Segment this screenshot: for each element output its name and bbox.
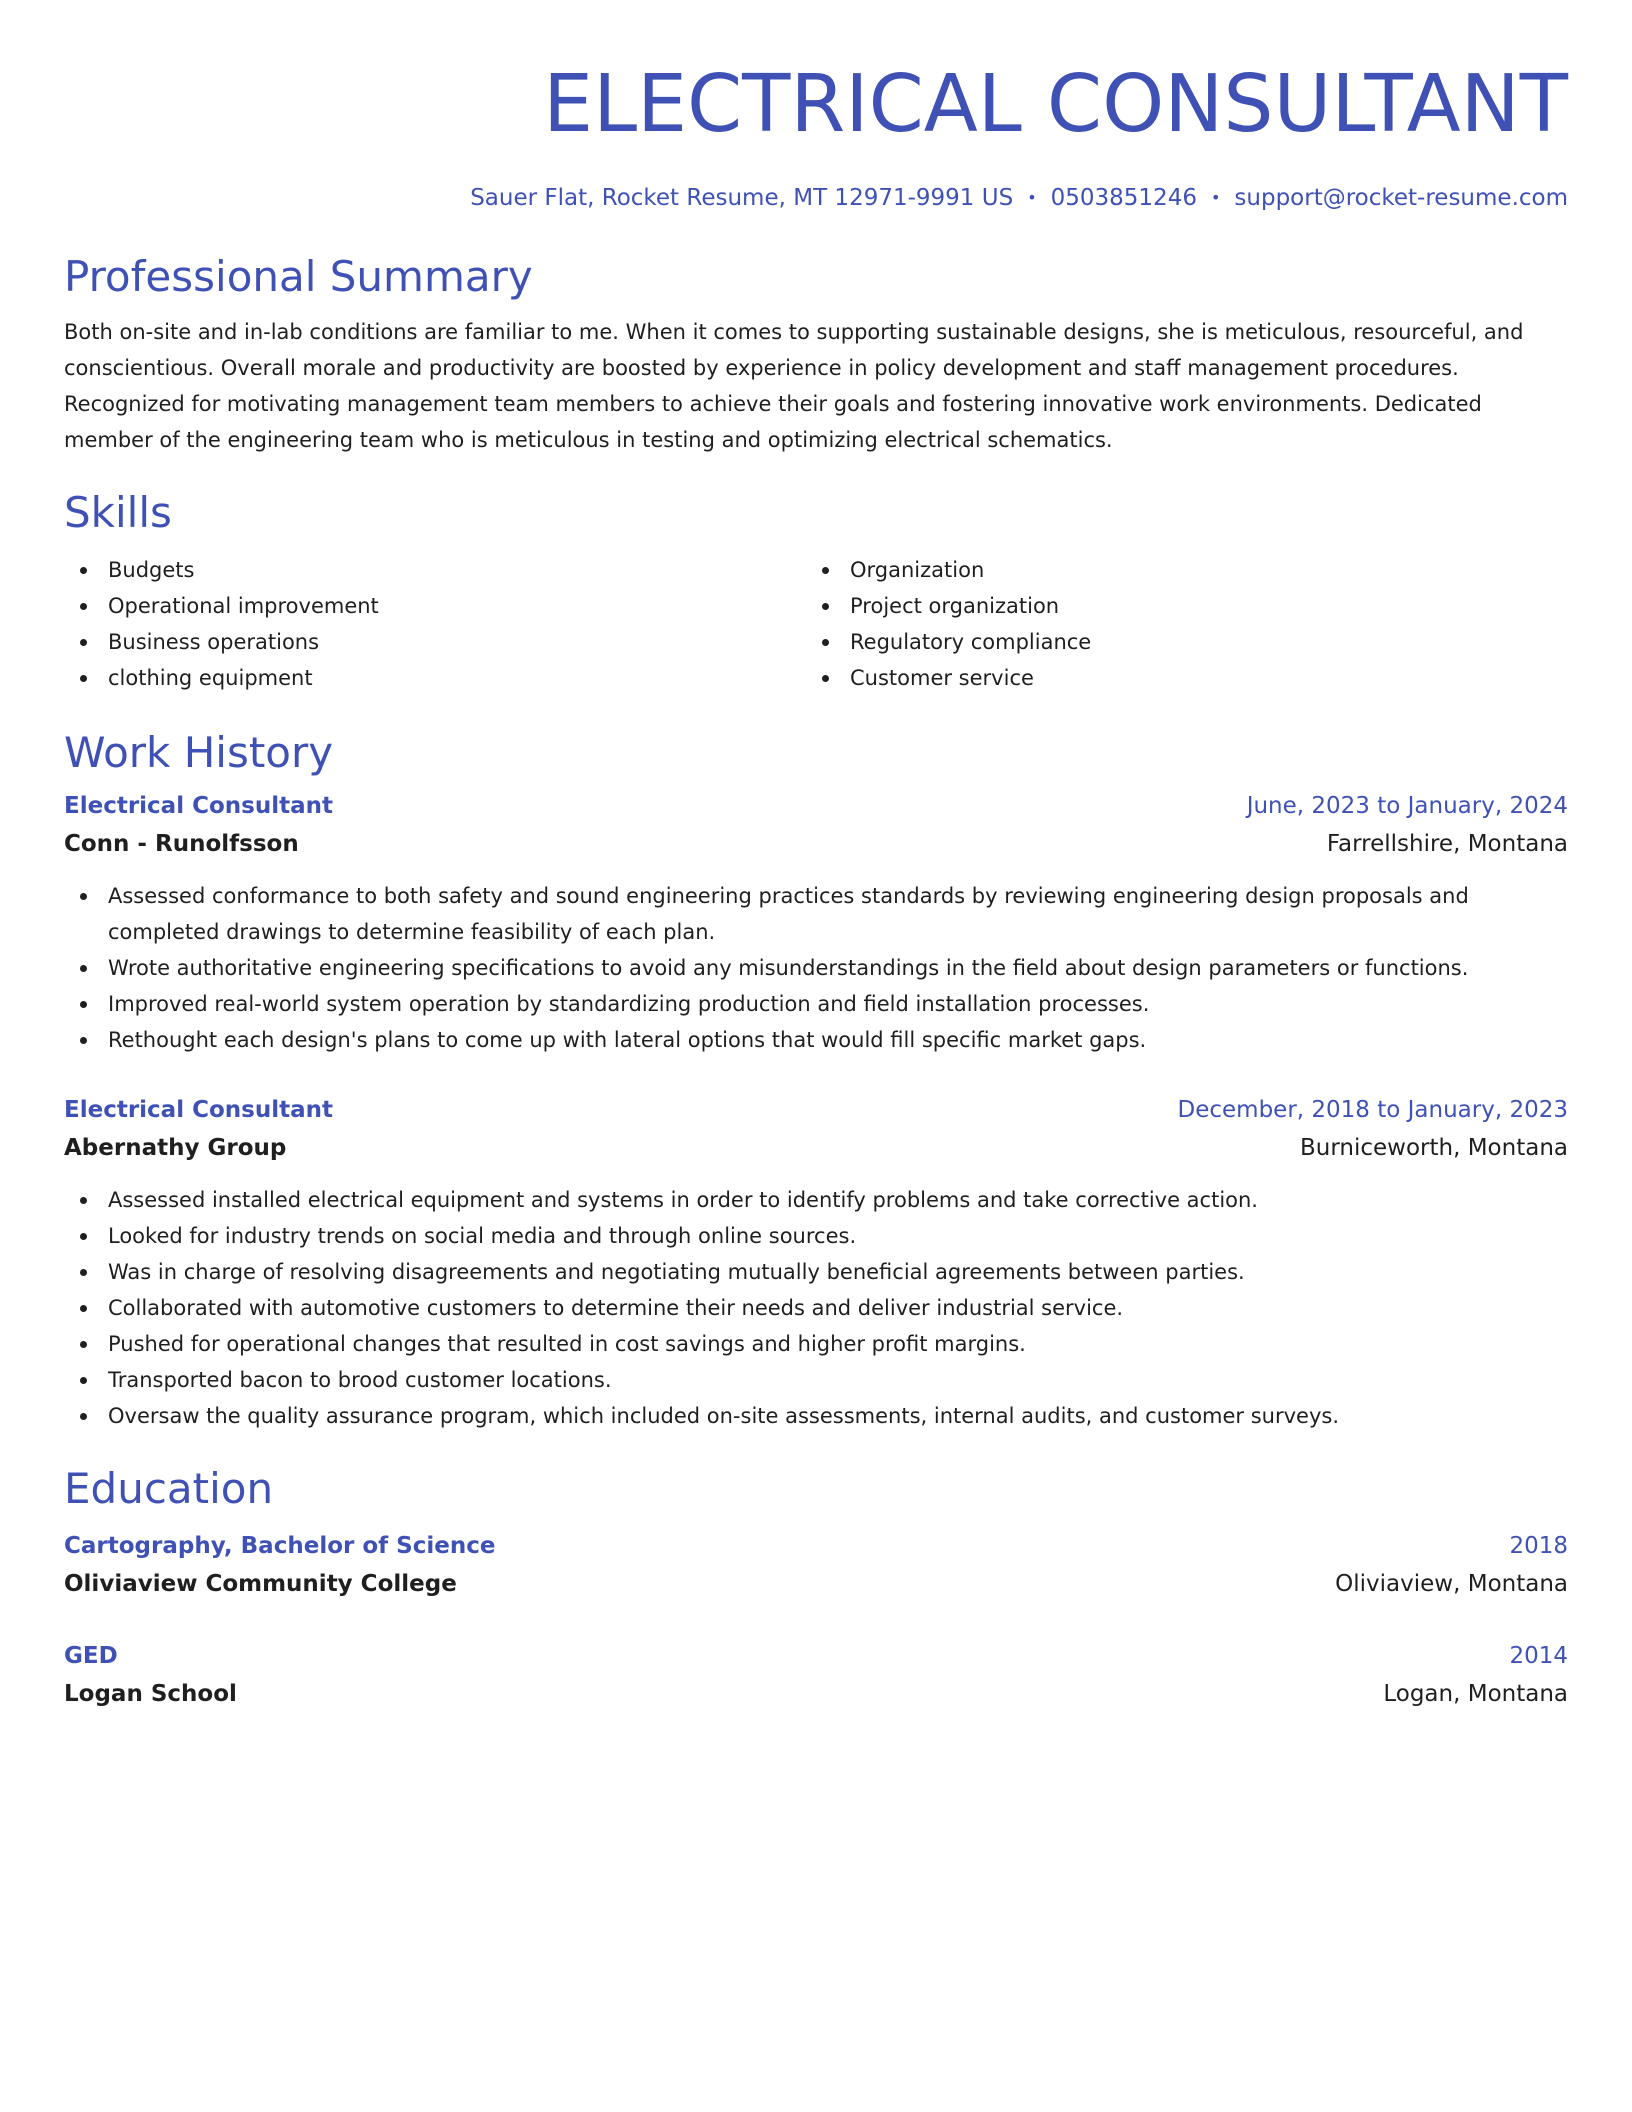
contact-address: Sauer Flat, Rocket Resume, MT 12971-9991 US xyxy=(470,185,1014,211)
duty-item: Collaborated with automotive customers to determine their needs and deliver industrial service. xyxy=(64,1290,1568,1326)
job-location: Burniceworth, Montana xyxy=(1299,1135,1568,1161)
skills-column-right xyxy=(806,552,1548,696)
duty-item: Assessed conformance to both safety and sound engineering practices standards by reviewing engineering design proposals and completed drawings to determine feasibility of each plan. xyxy=(64,878,1568,950)
education-entry xyxy=(64,1640,1568,1710)
employer-name: Abernathy Group xyxy=(64,1135,287,1161)
duty-item: Improved real-world system operation by standardizing production and field installation processes. xyxy=(64,986,1568,1022)
education-heading: Education xyxy=(64,1464,274,1513)
duty-item: Transported bacon to brood customer locations. xyxy=(64,1362,1568,1398)
degree-name: GED xyxy=(64,1643,118,1669)
duty-item: Oversaw the quality assurance program, which included on-site assessments, internal audits, and customer surveys. xyxy=(64,1398,1568,1434)
job-title: Electrical Consultant xyxy=(64,793,333,819)
skill-item: Operational improvement xyxy=(64,588,806,624)
skill-item: Business operations xyxy=(64,624,806,660)
skill-item: Regulatory compliance xyxy=(806,624,1548,660)
duty-item: Pushed for operational changes that resulted in cost savings and higher profit margins. xyxy=(64,1326,1568,1362)
summary-heading: Professional Summary xyxy=(64,252,533,301)
summary-text: Both on-site and in-lab conditions are familiar to me. When it comes to supporting sustainable designs, she is meticulous, resourceful, and conscientious. Overall morale and productivity are boosted by experience in policy development and staff management procedures. Recognized for motivating management team members to achieve their goals and fostering innovative work environments. Dedicated member of the engineering team who is meticulous in testing and optimizing electrical schematics. xyxy=(64,320,1524,452)
skills-column-left xyxy=(64,552,806,696)
job-title: Electrical Consultant xyxy=(64,1097,333,1123)
resume-title: ELECTRICAL CONSULTANT xyxy=(543,58,1568,150)
duty-item: Wrote authoritative engineering specifications to avoid any misunderstandings in the field about design parameters or functions. xyxy=(64,950,1568,986)
skills-list xyxy=(64,552,1568,696)
skill-item: clothing equipment xyxy=(64,660,806,696)
contact-phone: 0503851246 xyxy=(1050,185,1197,211)
contact-line xyxy=(64,182,1568,214)
skills-heading: Skills xyxy=(64,488,172,537)
school-name: Logan School xyxy=(64,1681,237,1707)
school-name: Oliviaview Community College xyxy=(64,1571,457,1597)
school-location: Oliviaview, Montana xyxy=(1335,1571,1568,1597)
duty-item: Assessed installed electrical equipment and systems in order to identify problems and take corrective action. xyxy=(64,1182,1568,1218)
job-duties xyxy=(64,878,1568,1058)
contact-email: support@rocket-resume.com xyxy=(1234,185,1568,211)
skill-item: Customer service xyxy=(806,660,1548,696)
duty-item: Rethought each design's plans to come up with lateral options that would fill specific market gaps. xyxy=(64,1022,1568,1058)
resume-page xyxy=(64,0,1568,1710)
graduation-year: 2014 xyxy=(1509,1643,1568,1669)
job-dates: December, 2018 to January, 2023 xyxy=(1177,1097,1568,1123)
contact-separator: • xyxy=(1210,188,1221,207)
job-dates: June, 2023 to January, 2024 xyxy=(1246,793,1568,819)
graduation-year: 2018 xyxy=(1509,1533,1568,1559)
contact-separator: • xyxy=(1027,188,1037,207)
skill-item: Budgets xyxy=(64,552,806,588)
job-entry xyxy=(64,1094,1568,1434)
employer-name: Conn - Runolfsson xyxy=(64,831,299,857)
degree-name: Cartography, Bachelor of Science xyxy=(64,1533,496,1559)
job-entry xyxy=(64,790,1568,1058)
job-location: Farrellshire, Montana xyxy=(1326,831,1568,857)
school-location: Logan, Montana xyxy=(1383,1681,1568,1707)
work-history-heading: Work History xyxy=(64,728,334,777)
skill-item: Organization xyxy=(806,552,1548,588)
duty-item: Looked for industry trends on social media and through online sources. xyxy=(64,1218,1568,1254)
education-entry xyxy=(64,1530,1568,1600)
job-duties xyxy=(64,1182,1568,1434)
skill-item: Project organization xyxy=(806,588,1548,624)
duty-item: Was in charge of resolving disagreements and negotiating mutually beneficial agreements between parties. xyxy=(64,1254,1568,1290)
